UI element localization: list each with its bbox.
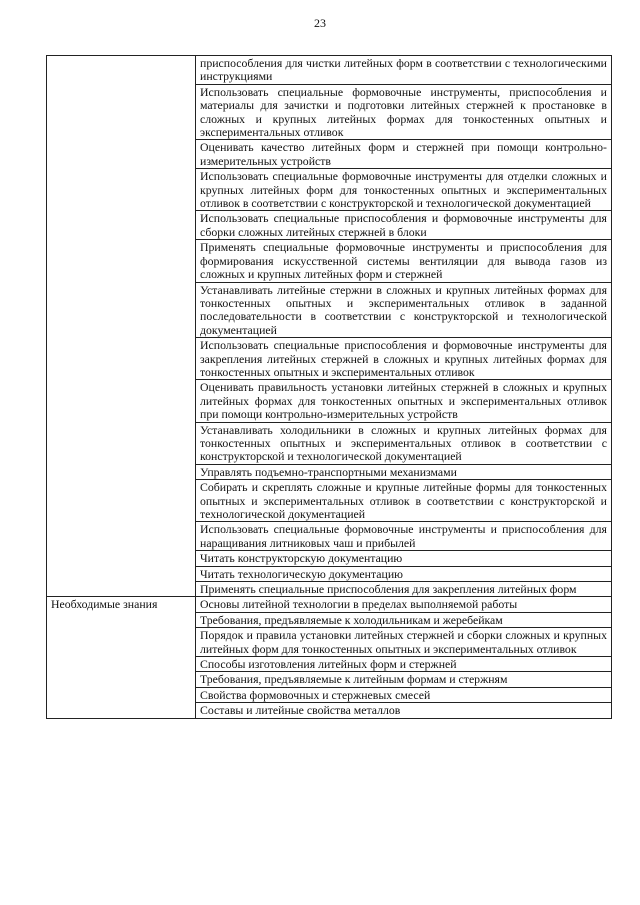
knowledge-item: Составы и литейные свойства металлов: [196, 703, 612, 718]
table-row: [47, 56, 612, 85]
knowledge-item: Порядок и правила установки литейных стержней и сборки сложных и крупных литейных форм для тонкостенных опытных и экспериментальных отливок: [196, 628, 612, 657]
skill-item: Читать технологическую документацию: [196, 566, 612, 581]
knowledge-item: Требования, предъявляемые к литейным формам и стержням: [196, 672, 612, 687]
skill-item: Применять специальные приспособления для закрепления литейных форм: [196, 582, 612, 597]
skill-item: Устанавливать литейные стержни в сложных и крупных литейных формах для тонкостенных опытных и экспериментальных отливок в заданной последовательности в соответствии с конструкторской и технологической документацией: [196, 282, 612, 338]
skill-item: Устанавливать холодильники в сложных и крупных литейных формах для тонкостенных опытных и экспериментальных отливок в соответствии с конструкторской и технологической документацией: [196, 422, 612, 464]
table-row: [47, 597, 612, 612]
skills-label-cell: [47, 56, 196, 597]
knowledge-item: Свойства формовочных и стержневых смесей: [196, 687, 612, 702]
skill-item: приспособления для чистки литейных форм в соответствии с технологическими инструкциями: [196, 56, 612, 85]
skill-item: Использовать специальные формовочные инструменты, приспособления и материалы для зачистки и подготовки литейных стержней к простановке в сложных и крупных литейных формах для тонкостенных опытных и экспериментальных отливок: [196, 84, 612, 140]
skill-item: Оценивать правильность установки литейных стержней в сложных и крупных литейных формах для тонкостенных опытных и экспериментальных отливок при помощи контрольно-измерительных устройств: [196, 380, 612, 422]
knowledge-label: Необходимые знания: [47, 597, 196, 718]
requirements-table: [46, 55, 612, 719]
knowledge-item: Основы литейной технологии в пределах выполняемой работы: [196, 597, 612, 612]
skill-item: Собирать и скреплять сложные и крупные литейные формы для тонкостенных опытных и экспериментальных отливок в соответствии с конструкторской и технологической документацией: [196, 480, 612, 522]
page-number: 23: [314, 16, 326, 30]
skill-item: Управлять подъемно-транспортными механизмами: [196, 464, 612, 479]
skill-item: Использовать специальные формовочные инструменты и приспособления для наращивания литниковых чаш и прибылей: [196, 522, 612, 551]
knowledge-item: Требования, предъявляемые к холодильникам и жеребейкам: [196, 612, 612, 627]
skill-item: Использовать специальные приспособления и формовочные инструменты для закрепления литейных стержней в сложных и крупных литейных формах для тонкостенных опытных и экспериментальных отливок: [196, 338, 612, 380]
skill-item: Использовать специальные формовочные инструменты для отделки сложных и крупных литейных форм для тонкостенных опытных и экспериментальных отливок в соответствии с конструкторской и технологической документацией: [196, 169, 612, 211]
skill-item: Использовать специальные приспособления и формовочные инструменты для сборки сложных литейных стержней в блоки: [196, 211, 612, 240]
knowledge-item: Способы изготовления литейных форм и стержней: [196, 657, 612, 672]
skill-item: Оценивать качество литейных форм и стержней при помощи контрольно-измерительных устройств: [196, 140, 612, 169]
skill-item: Применять специальные формовочные инструменты и приспособления для формирования искусственной системы вентиляции для вывода газов из сложных и крупных литейных форм и стержней: [196, 240, 612, 282]
skill-item: Читать конструкторскую документацию: [196, 551, 612, 566]
